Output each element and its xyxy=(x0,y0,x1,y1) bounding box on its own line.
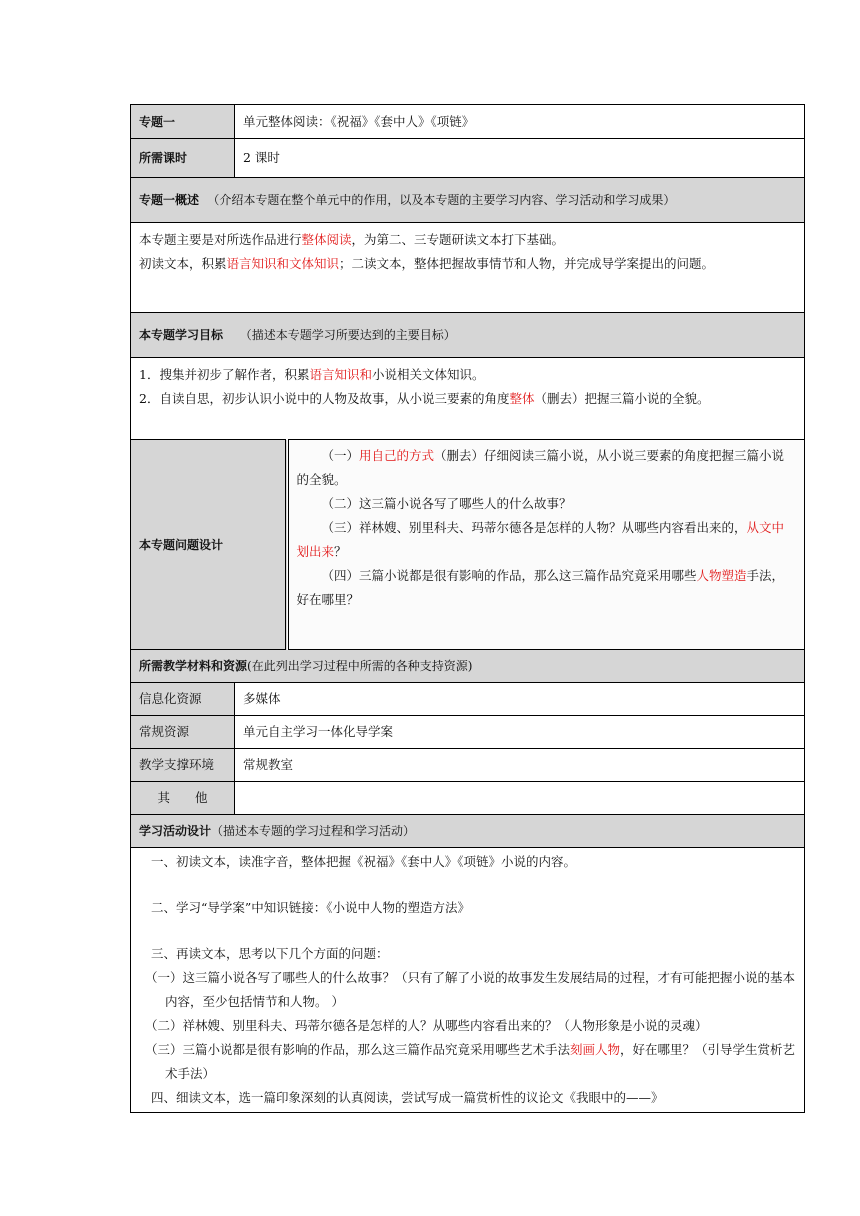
question-3: （三）祥林嫂、别里科夫、玛蒂尔德各是怎样的人物？从哪些内容看出来的，从文中划出来？ xyxy=(296,520,785,559)
goals-header-row xyxy=(131,313,805,358)
goal-item-1: 1．搜集并初步了解作者，积累语言知识和小说相关文体知识。 xyxy=(139,367,485,382)
activity-1: 一、初读文本，读准字音，整体把握《祝福》《套中人》《项链》小说的内容。 xyxy=(151,854,577,869)
overview-header-row xyxy=(131,178,805,223)
question-4: （四）三篇小说都是很有影响的作品，那么这三篇作品究竟采用哪些人物塑造手法，好在哪里？ xyxy=(296,568,785,607)
resource-row-environment xyxy=(131,749,805,782)
questions-body xyxy=(287,440,805,650)
overview-hint: （介绍本专题在整个单元中的作用，以及本专题的主要学习内容、学习活动和学习成果） xyxy=(207,193,676,207)
resource-value-regular: 单元自主学习一体化导学案 xyxy=(235,716,805,749)
questions-label: 本专题问题设计 xyxy=(131,440,287,650)
question-1: （一）用自己的方式（删去）仔细阅读三篇小说，从小说三要素的角度把握三篇小说的全貌。 xyxy=(296,448,785,487)
resource-label-regular: 常规资源 xyxy=(131,716,235,749)
resources-hint: (在此列出学习过程中所需的各种支持资源) xyxy=(247,659,473,673)
goals-body-row xyxy=(131,358,805,440)
activity-4: 四、细读文本，选一篇印象深刻的认真阅读，尝试写成一篇赏析性的议论文《我眼中的——》 xyxy=(151,1090,664,1105)
resources-header xyxy=(131,650,805,683)
activity-3-sub-1: （一）这三篇小说各写了哪些人的什么故事？（只有了解了小说的故事发生发展结局的过程，才有可能把握小说的基本内容，至少包括情节和人物。 ） xyxy=(145,970,796,1009)
lesson-plan-document xyxy=(130,104,805,1113)
goals-body xyxy=(131,358,805,440)
goals-heading: 本专题学习目标 xyxy=(139,328,224,342)
topic-value: 单元整体阅读：《祝福》《套中人》《项链》 xyxy=(235,105,805,139)
resource-row-other xyxy=(131,782,805,815)
overview-header xyxy=(131,178,805,223)
resource-label-environment: 教学支撑环境 xyxy=(131,749,235,782)
resource-label-other: 其 他 xyxy=(131,782,235,815)
resources-heading: 所需教学材料和资源 xyxy=(139,659,248,673)
goal-item-2: 2．自读自思，初步认识小说中的人物及故事，从小说三要素的角度整体（删去）把握三篇小说的全貌。 xyxy=(139,391,710,406)
activities-hint: （描述本专题的学习过程和学习活动） xyxy=(211,824,416,838)
resource-label-it: 信息化资源 xyxy=(131,683,235,716)
overview-heading: 专题一概述 xyxy=(139,193,200,207)
resource-value-environment: 常规教室 xyxy=(235,749,805,782)
hours-value: 2 课时 xyxy=(235,139,805,178)
activities-heading: 学习活动设计 xyxy=(139,824,212,838)
activities-header xyxy=(131,815,805,848)
resource-value-other xyxy=(235,782,805,815)
resource-value-it: 多媒体 xyxy=(235,683,805,716)
questions-row xyxy=(131,440,805,650)
goals-header xyxy=(131,313,805,358)
overview-line-1: 本专题主要是对所选作品进行整体阅读，为第二、三专题研读文本打下基础。 xyxy=(139,232,565,247)
hours-row xyxy=(131,139,805,178)
activities-header-row xyxy=(131,815,805,848)
overview-line-2: 初读文本，积累语言知识和文体知识；二读文本，整体把握故事情节和人物，并完成导学案提出的问题。 xyxy=(139,256,715,271)
topic-row xyxy=(131,105,805,139)
overview-body xyxy=(131,223,805,313)
overview-body-row xyxy=(131,223,805,313)
goals-hint: （描述本专题学习所要达到的主要目标） xyxy=(239,328,456,342)
lesson-plan-table xyxy=(130,104,805,1113)
activities-body-row xyxy=(131,848,805,1113)
topic-label: 专题一 xyxy=(131,105,235,139)
activity-2: 二、学习“导学案”中知识链接：《小说中人物的塑造方法》 xyxy=(151,900,471,915)
resource-row-regular xyxy=(131,716,805,749)
activity-3: 三、再读文本，思考以下几个方面的问题： xyxy=(151,946,389,961)
resources-header-row xyxy=(131,650,805,683)
activity-3-sub-2: （二）祥林嫂、别里科夫、玛蒂尔德各是怎样的人？从哪些内容看出来的？（人物形象是小说的灵魂） xyxy=(145,1018,708,1033)
question-2: （二）这三篇小说各写了哪些人的什么故事？ xyxy=(321,496,572,511)
resource-row-it xyxy=(131,683,805,716)
activities-body xyxy=(131,848,805,1113)
hours-label: 所需课时 xyxy=(131,139,235,178)
activity-3-sub-3: （三）三篇小说都是很有影响的作品，那么这三篇作品究竟采用哪些艺术手法刻画人物，好在哪里？（引导学生赏析艺术手法） xyxy=(145,1042,796,1081)
